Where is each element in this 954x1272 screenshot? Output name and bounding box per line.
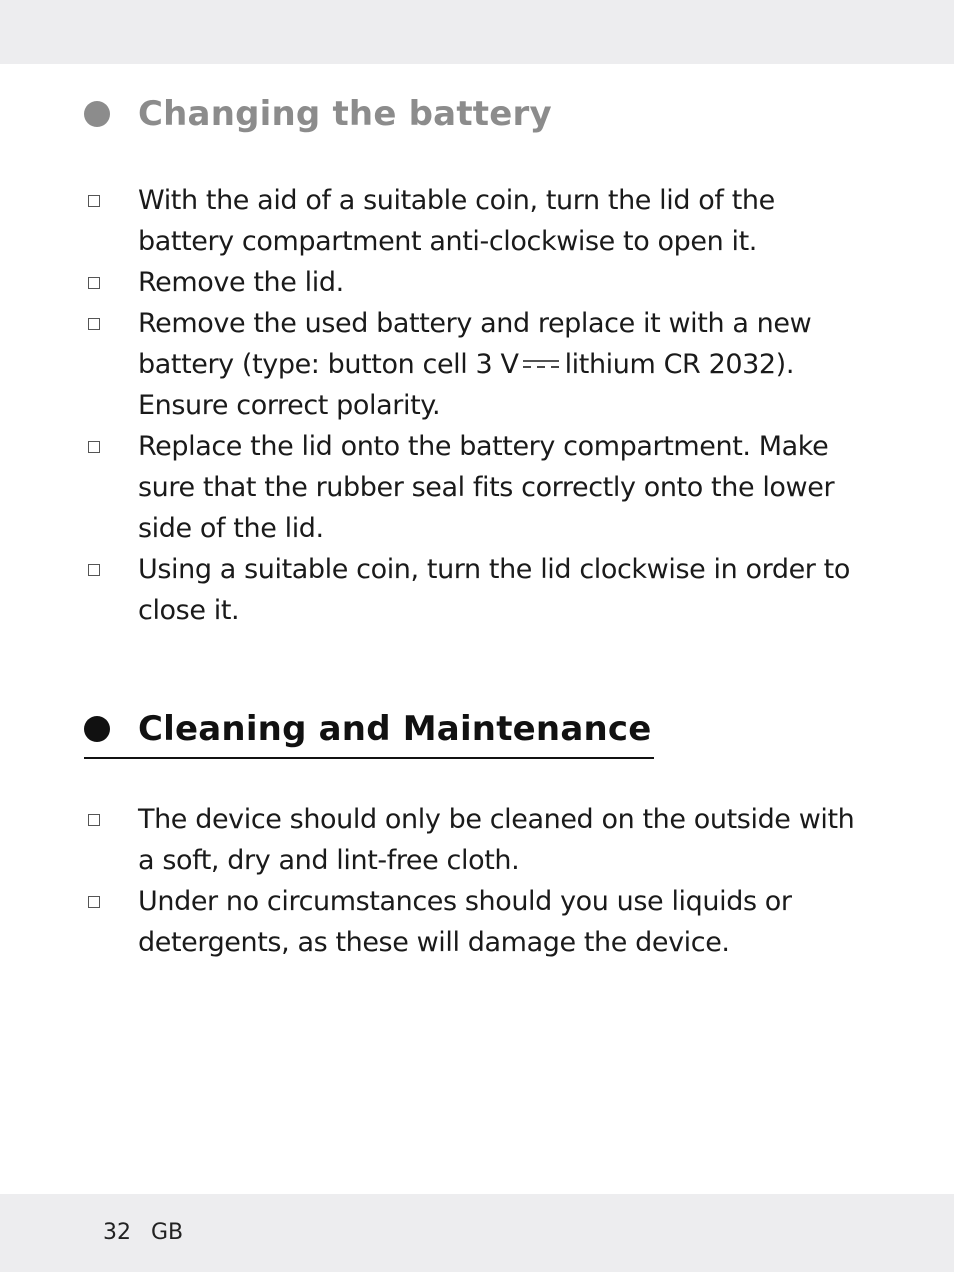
list-item [84, 426, 844, 549]
step-line: Under no circumstances should you use liquids or [138, 886, 792, 917]
header-band [0, 0, 954, 64]
open-square-icon [88, 277, 100, 289]
step-line: lithium CR 2032). [564, 349, 795, 380]
section-cleaning-maintenance [84, 703, 855, 963]
step-list [84, 180, 850, 631]
filled-circle-icon [84, 716, 110, 742]
step-text [138, 549, 850, 631]
step-text [138, 426, 844, 549]
open-square-icon [88, 564, 100, 576]
step-line: Remove the used battery and replace it with a new [138, 308, 812, 339]
section-title: Changing the battery [138, 94, 552, 134]
open-square-icon [88, 441, 100, 453]
step-line: a soft, dry and lint-free cloth. [138, 845, 520, 876]
step-text [138, 881, 844, 963]
step-line: detergents, as these will damage the device. [138, 927, 730, 958]
step-line: Ensure correct polarity. [138, 390, 441, 421]
step-line: Using a suitable coin, turn the lid clockwise in order to [138, 554, 850, 585]
step-line: close it. [138, 595, 240, 626]
section-changing-battery [84, 88, 850, 631]
list-item [84, 180, 844, 262]
step-line: Replace the lid onto the battery compartment. Make [138, 431, 829, 462]
page-footer [103, 1218, 183, 1248]
list-item [84, 799, 855, 881]
step-text [138, 799, 854, 881]
step-line: battery (type: button cell 3 V [138, 349, 519, 380]
list-item [84, 549, 850, 631]
step-line: sure that the rubber seal fits correctly onto the lower [138, 472, 835, 503]
language-code: GB [151, 1220, 184, 1245]
step-text [138, 262, 844, 303]
direct-current-symbol-icon [523, 358, 559, 370]
step-text [138, 180, 844, 262]
step-list [84, 799, 855, 963]
section-title: Cleaning and Maintenance [138, 709, 652, 749]
open-square-icon [88, 318, 100, 330]
open-square-icon [88, 896, 100, 908]
heading-underline [84, 757, 654, 759]
step-line: side of the lid. [138, 513, 324, 544]
open-square-icon [88, 195, 100, 207]
step-line: battery compartment anti-clockwise to open it. [138, 226, 757, 257]
section-heading [84, 703, 844, 755]
step-line: Remove the lid. [138, 267, 344, 298]
page-number: 32 [103, 1220, 131, 1245]
filled-circle-icon [84, 101, 110, 127]
step-line: With the aid of a suitable coin, turn the lid of the [138, 185, 775, 216]
list-item [84, 881, 844, 963]
open-square-icon [88, 814, 100, 826]
step-line: The device should only be cleaned on the outside with [138, 804, 855, 835]
list-item [84, 262, 844, 303]
step-text [138, 303, 844, 426]
list-item [84, 303, 844, 426]
section-heading [84, 88, 844, 140]
